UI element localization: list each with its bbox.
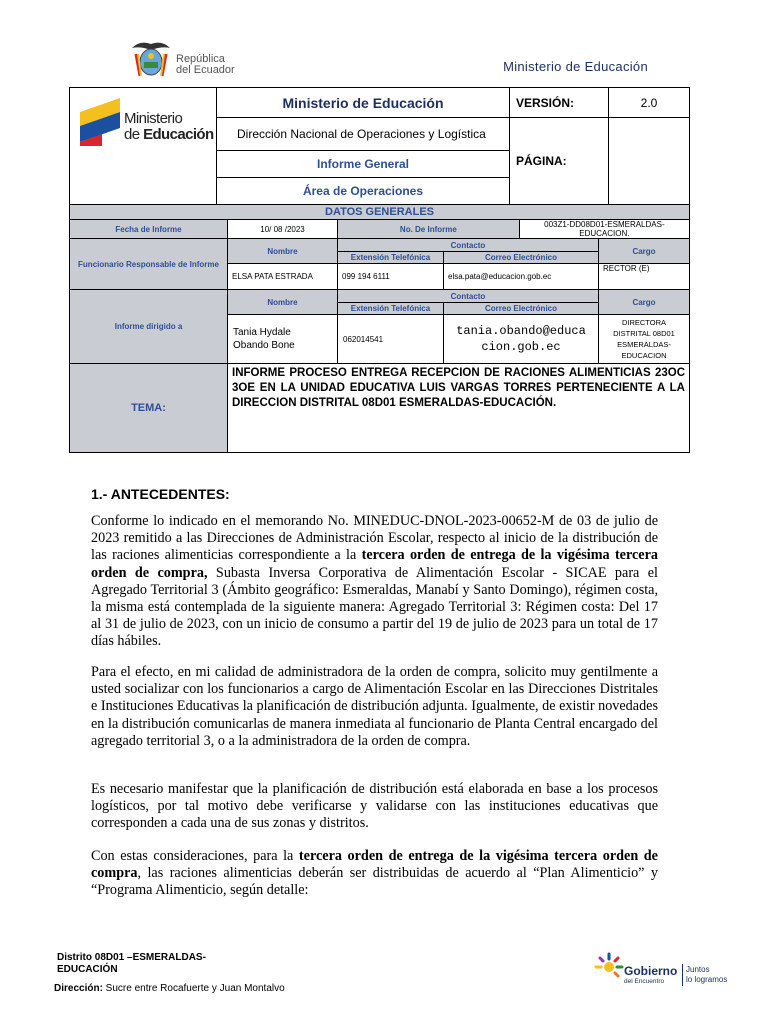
- tema-label: TEMA:: [70, 364, 228, 453]
- ecuador-coat-of-arms-icon: [128, 38, 174, 82]
- juntos-slogan: Juntos lo logramos: [686, 965, 728, 984]
- antecedentes-heading: 1.- ANTECEDENTES:: [91, 486, 230, 502]
- dirigido-label: Informe dirigido a: [70, 290, 228, 364]
- correo-header: Correo Electrónico: [444, 252, 599, 264]
- page-header: [128, 36, 648, 86]
- version-label: VERSIÓN:: [510, 88, 609, 118]
- funcionario-correo: elsa.pata@educacion.gob.ec: [444, 264, 599, 290]
- pagina-label: PÁGINA:: [510, 118, 609, 205]
- gobierno-del-encuentro-logo: [594, 950, 734, 990]
- republica-del-ecuador-label: República del Ecuador: [176, 53, 235, 76]
- paragraph-2: Para el efecto, en mi calidad de administradora de la orden de compra, solicito muy gentilmente a usted socializar con los funcionarios a cargo de Alimentación Escolar en las Direcciones Distritales e Instituciones Educativas la planificación de distribución adjunta. Igualmente, de existir novedades en la distribución comunicarlas de manera inmediata al funcionario de Planta Central encargado del agregado territorial 3, o a la administradora de la orden de compra.: [91, 664, 658, 749]
- dirigido-cargo: DIRECTORA DISTRITAL 08D01 ESMERALDAS- EDUCACION: [599, 315, 690, 364]
- logo-divider: [682, 964, 683, 986]
- gobierno-sun-icon: [594, 952, 624, 982]
- nombre-header-2: Nombre: [228, 290, 338, 315]
- correo-header-2: Correo Electrónico: [444, 303, 599, 315]
- paragraph-4: Con estas consideraciones, para la tercera orden de entrega de la vigésima tercera orden de compra, las raciones alimenticias deberán ser distribuidas de acuerdo al “Plan Alimenticio” y “Programa Alimenticio, según detalle:: [91, 848, 658, 899]
- document-title: Ministerio de Educación: [217, 88, 510, 118]
- version-value: 2.0: [609, 88, 690, 118]
- pagina-value: [609, 118, 690, 205]
- paragraph-1: Conforme lo indicado en el memorando No. MINEDUC-DNOL-2023-00652-M de 03 de julio de 2023 remitido a las Direcciones de Administración Escolar, respecto al inicio de la distribución de las raciones alimenticias correspondiente a la tercera orden de entrega de la vigésima tercera orden de compra, Subasta Inversa Corporativa de Alimentación Escolar - SICAE para el Agregado Territorial 3 (Ámbito geográfico: Esmeraldas, Manabí y Santo Domingo), régimen costa, la misma está contemplada de la siguiente manera: Agregado Territorial 3: Régimen costa: Del 17 al 31 de julio de 2023, con un inicio de consumo a partir del 19 de julio de 2023 para un total de 17 días hábiles.: [91, 513, 658, 650]
- funcionario-extension: 099 194 6111: [338, 264, 444, 290]
- cargo-header: Cargo: [599, 239, 690, 264]
- contacto-header-2: Contacto: [338, 290, 599, 303]
- dirigido-correo: tania.obando@educa cion.gob.ec: [444, 315, 599, 364]
- contacto-header: Contacto: [338, 239, 599, 252]
- dirigido-extension: 062014541: [338, 315, 444, 364]
- ministerio-logo-cell: [70, 88, 217, 205]
- fecha-value: 10/ 08 /2023: [228, 220, 338, 239]
- fecha-label: Fecha de Informe: [70, 220, 228, 239]
- datos-generales-table: [69, 204, 690, 453]
- funcionario-nombre: ELSA PATA ESTRADA: [228, 264, 338, 290]
- ministerio-header-label: Ministerio de Educación: [503, 59, 648, 74]
- no-informe-label: No. De Informe: [338, 220, 520, 239]
- tema-value: INFORME PROCESO ENTREGA RECEPCION DE RACIONES ALIMENTICIAS 23OC 3OE EN LA UNIDAD EDUCATIVA LUIS VARGAS TORRES PERTENECIENTE A LA DIRECCION DISTRITAL 08D01 ESMERALDAS-EDUCACIÓN.: [228, 364, 690, 453]
- cargo-header-2: Cargo: [599, 290, 690, 315]
- del-encuentro-label: del Encuentro: [624, 978, 665, 985]
- funcionario-cargo: RECTOR (E): [599, 264, 690, 290]
- gobierno-label: Gobierno: [624, 964, 678, 978]
- ministerio-logo-text: Ministerio de Educación: [124, 110, 214, 143]
- direccion-nacional: Dirección Nacional de Operaciones y Logística: [217, 118, 510, 151]
- footer-direccion: Dirección: Sucre entre Rocafuerte y Juan Montalvo: [54, 983, 285, 994]
- informe-general: Informe General: [217, 151, 510, 178]
- paragraph-3: Es necesario manifestar que la planificación de distribución está elaborada en base a los procesos logísticos, por tal motivo debe verificarse y validarse con las instituciones educativas que corresponden a cada una de sus zonas y distritos.: [91, 781, 658, 832]
- extension-header: Extensión Telefónica: [338, 252, 444, 264]
- dirigido-nombre: Tania Hydale Obando Bone: [228, 315, 338, 364]
- funcionario-label: Funcionario Responsable de Informe: [70, 239, 228, 290]
- ministerio-logo-icon: [80, 98, 120, 146]
- extension-header-2: Extensión Telefónica: [338, 303, 444, 315]
- no-informe-value: 003Z1-DD08D01-ESMERALDAS- EDUCACION.: [519, 220, 689, 239]
- document-header-table: [69, 87, 690, 205]
- datos-generales-heading: DATOS GENERALES: [70, 205, 690, 220]
- area-operaciones: Área de Operaciones: [217, 178, 510, 205]
- nombre-header: Nombre: [228, 239, 338, 264]
- footer-distrito: Distrito 08D01 –ESMERALDAS- EDUCACIÓN: [57, 952, 206, 975]
